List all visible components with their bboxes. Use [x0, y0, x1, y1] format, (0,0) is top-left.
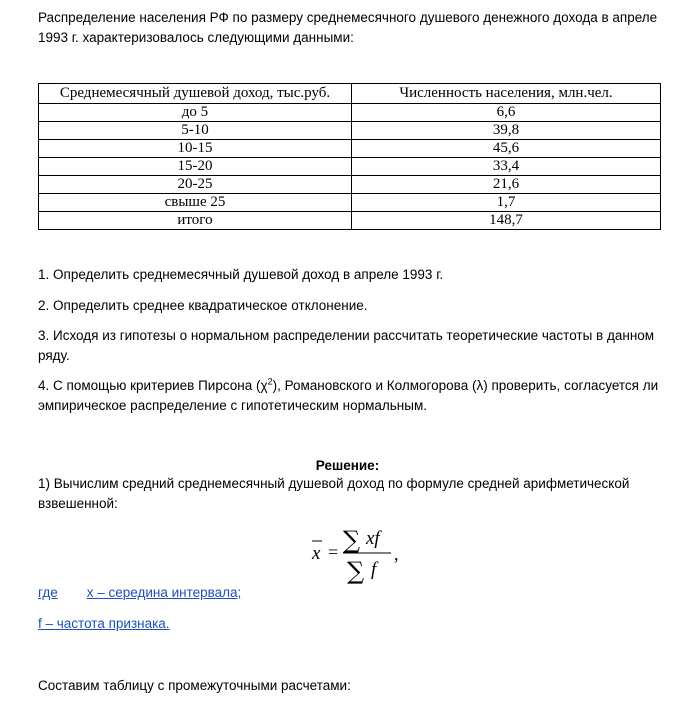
where-line	[38, 583, 241, 603]
table-row	[39, 104, 661, 122]
cell-total-label: итого	[39, 212, 352, 230]
cell-population: 1,7	[352, 194, 661, 212]
cell-population: 45,6	[352, 140, 661, 158]
question-3: 3. Исходя из гипотезы о нормальном распределении рассчитать теоретические частоты в данном ряду.	[38, 328, 655, 363]
question-4	[38, 376, 660, 416]
cell-income: 15-20	[39, 158, 352, 176]
sum-symbol-top: ∑	[343, 526, 361, 554]
cell-population: 33,4	[352, 158, 661, 176]
where-label: где	[38, 585, 58, 600]
question-2: 2. Определить среднее квадратическое отклонение.	[38, 298, 368, 313]
table-row	[39, 194, 661, 212]
cell-total-value: 148,7	[352, 212, 661, 230]
cell-population: 21,6	[352, 176, 661, 194]
question-1: 1. Определить среднемесячный душевой доход в апреле 1993 г.	[38, 267, 444, 282]
sum-symbol-bottom: ∑	[347, 557, 365, 584]
x-definition: x – середина интервала;	[86, 585, 242, 600]
table-row	[39, 122, 661, 140]
header-population: Численность населения, млн.чел.	[352, 84, 661, 104]
header-income: Среднемесячный душевой доход, тыс.руб.	[39, 84, 352, 104]
solution-step-1: 1) Вычислим средний среднемесячный душевой доход по формуле средней арифметической взвешенной:	[38, 476, 630, 511]
cell-income: 5-10	[39, 122, 352, 140]
cell-income: до 5	[39, 104, 352, 122]
formula-numerator: xf	[366, 528, 380, 549]
cell-income: свыше 25	[39, 194, 352, 212]
cell-population: 6,6	[352, 104, 661, 122]
table-row	[39, 176, 661, 194]
formula-comma: ,	[394, 544, 399, 564]
equals-sign: =	[328, 542, 339, 562]
chi-square-superscript: 2	[267, 376, 273, 387]
table-header-row	[39, 84, 661, 104]
table-intro-text: Составим таблицу с промежуточными расчетами:	[38, 678, 351, 693]
question-4-text-a: 4. С помощью критериев Пирсона (χ	[38, 378, 268, 393]
formula-lhs: x	[312, 543, 321, 564]
table-row	[39, 158, 661, 176]
table-total-row	[39, 212, 661, 230]
cell-income: 20-25	[39, 176, 352, 194]
intro-paragraph: Распределение населения РФ по размеру среднемесячного душевого денежного дохода в апреле 1993 г. характеризовалось следующими данными:	[38, 10, 658, 45]
cell-income: 10-15	[39, 140, 352, 158]
income-distribution-table	[38, 83, 661, 230]
question-4-text-b: ), Романовского и Колмогорова (λ) проверить, согласуется ли эмпирическое распределение с гипотетическим нормальным.	[38, 378, 659, 413]
solution-heading: Решение:	[315, 458, 380, 473]
weighted-mean-formula	[305, 524, 415, 584]
cell-population: 39,8	[352, 122, 661, 140]
table-row	[39, 140, 661, 158]
formula-denominator: f	[371, 559, 377, 580]
f-definition: f – частота признака.	[38, 616, 170, 631]
